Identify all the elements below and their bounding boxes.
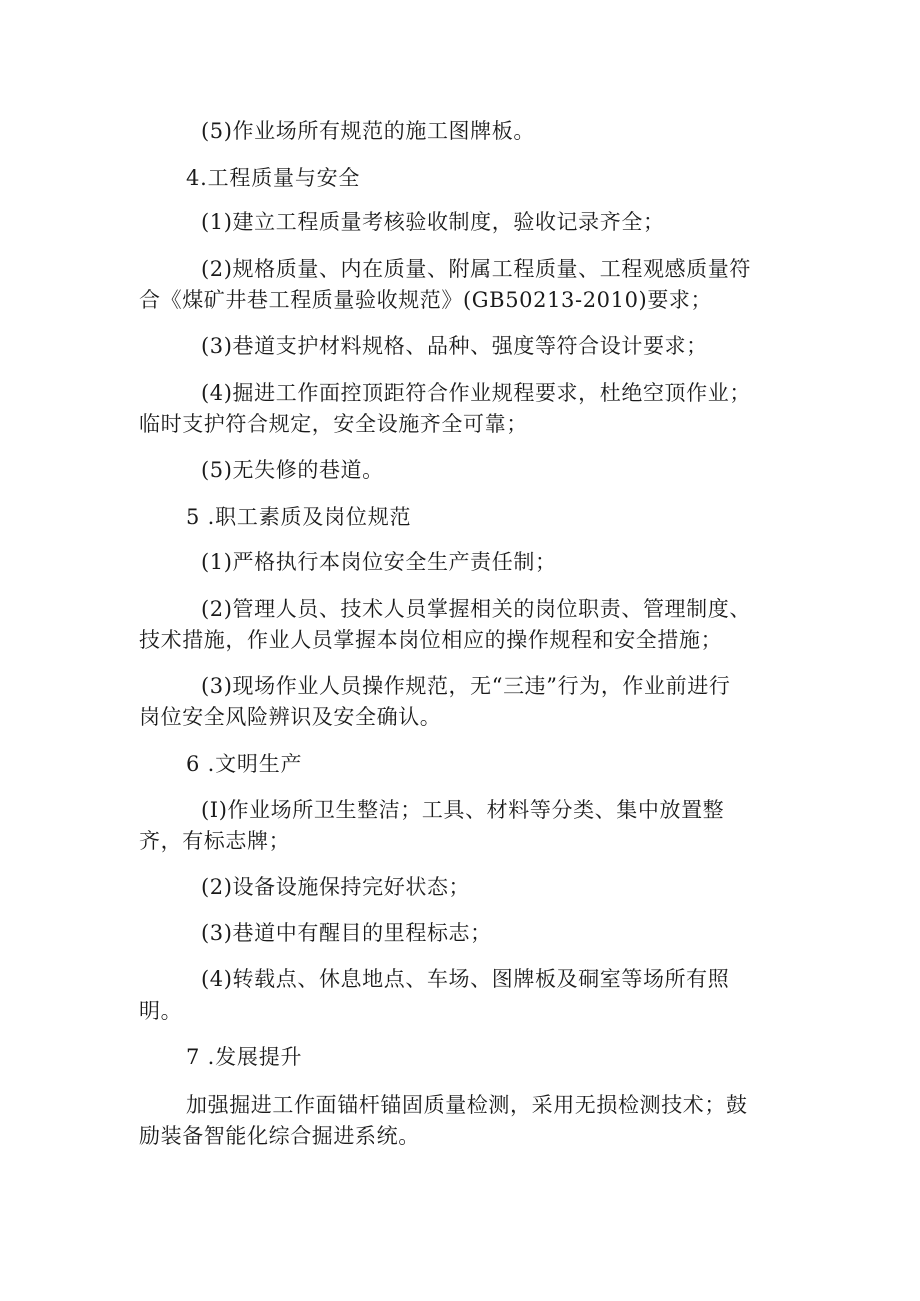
list-item-continuation: 临时支护符合规定，安全设施齐全可靠； xyxy=(139,412,528,436)
list-item: (2)管理人员、技术人员掌握相关的岗位职责、管理制度、 xyxy=(201,597,751,621)
list-item: (3)巷道支护材料规格、品种、强度等符合设计要求； xyxy=(201,334,708,358)
list-item-continuation: 明。 xyxy=(139,999,183,1023)
list-item: (4)掘进工作面控顶距符合作业规程要求，杜绝空顶作业； xyxy=(201,381,751,405)
list-item: (I)作业场所卫生整洁；工具、材料等分类、集中放置整 xyxy=(201,798,725,822)
list-item: (5)作业场所有规范的施工图牌板。 xyxy=(201,119,535,143)
list-item: (5)无失修的巷道。 xyxy=(201,458,384,482)
list-item: (1)建立工程质量考核验收制度，验收记录齐全； xyxy=(201,210,665,234)
list-item: (2)设备设施保持完好状态； xyxy=(201,875,471,899)
section-heading: 6 .文明生产 xyxy=(186,752,303,776)
list-item: (3)巷道中有醒目的里程标志； xyxy=(201,921,492,945)
section-heading: 4.工程质量与安全 xyxy=(186,166,361,190)
section-heading: 5 .职工素质及岗位规范 xyxy=(186,505,412,529)
list-item: (4)转载点、休息地点、车场、图牌板及硐室等场所有照 xyxy=(201,967,730,991)
list-item-continuation: 岗位安全风险辨识及安全确认。 xyxy=(139,705,442,729)
section-heading: 7 .发展提升 xyxy=(186,1045,303,1069)
list-item: (3)现场作业人员操作规范，无“三违”行为，作业前进行 xyxy=(201,674,731,698)
list-item: (2)规格质量、内在质量、附属工程质量、工程观感质量符 xyxy=(201,257,751,281)
list-item-continuation: 齐，有标志牌； xyxy=(139,829,291,853)
paragraph: 加强掘进工作面锚杆锚固质量检测，采用无损检测技术；鼓 xyxy=(186,1093,748,1117)
list-item: (1)严格执行本岗位安全生产责任制； xyxy=(201,550,557,574)
list-item-continuation: 技术措施，作业人员掌握本岗位相应的操作规程和安全措施； xyxy=(139,628,723,652)
paragraph-continuation: 励装备智能化综合掘进系统。 xyxy=(139,1124,420,1148)
list-item-continuation: 合《煤矿井巷工程质量验收规范》(GB50213-2010)要求； xyxy=(139,288,713,312)
